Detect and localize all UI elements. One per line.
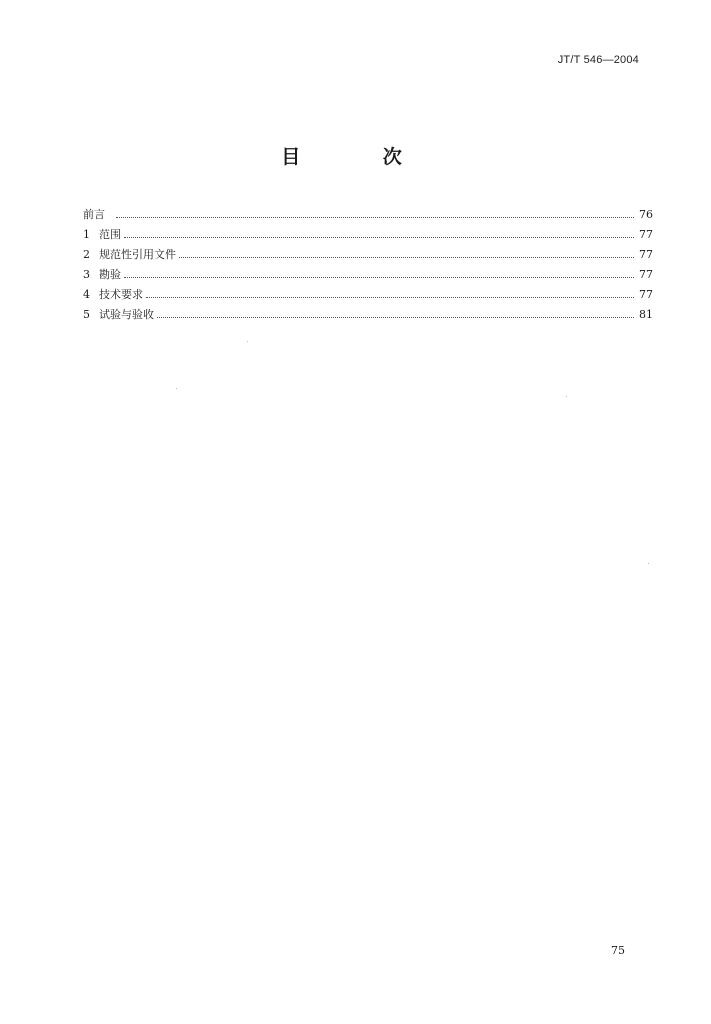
page-title: 目 次: [281, 146, 440, 168]
toc-label: 勘验: [99, 268, 121, 281]
toc-entry-preface[interactable]: [83, 205, 653, 225]
toc-page-number: 81: [639, 308, 653, 321]
page-number: 75: [611, 944, 625, 957]
scan-speck: [247, 341, 248, 342]
toc-label: 试验与验收: [99, 308, 154, 321]
dot-leader: [146, 296, 634, 298]
toc-page-number: 77: [639, 248, 653, 261]
table-of-contents: [83, 205, 653, 325]
toc-number: 2: [83, 248, 90, 261]
toc-label: 前言: [83, 208, 105, 221]
toc-entry-1[interactable]: [83, 225, 653, 245]
scan-speck: [566, 396, 567, 397]
toc-label: 规范性引用文件: [99, 248, 176, 261]
toc-label: 范围: [99, 228, 121, 241]
toc-entry-3[interactable]: [83, 265, 653, 285]
dot-leader: [157, 316, 634, 318]
standard-code: JT/T 546—2004: [557, 54, 639, 66]
dot-leader: [179, 256, 634, 258]
toc-page-number: 77: [639, 268, 653, 281]
toc-number: 5: [83, 308, 90, 321]
toc-page-number: 77: [639, 288, 653, 301]
dot-leader: [124, 236, 634, 238]
toc-entry-2[interactable]: [83, 245, 653, 265]
toc-label: 技术要求: [99, 288, 143, 301]
toc-entry-5[interactable]: [83, 305, 653, 325]
toc-number: 1: [83, 228, 90, 241]
toc-number: 4: [83, 288, 90, 301]
dot-leader: [124, 276, 634, 278]
toc-page-number: 77: [639, 228, 653, 241]
toc-page-number: 76: [639, 208, 653, 221]
toc-number: 3: [83, 268, 90, 281]
scan-speck: [648, 563, 649, 564]
toc-entry-4[interactable]: [83, 285, 653, 305]
dot-leader: [116, 216, 634, 218]
scan-speck: [176, 388, 177, 389]
